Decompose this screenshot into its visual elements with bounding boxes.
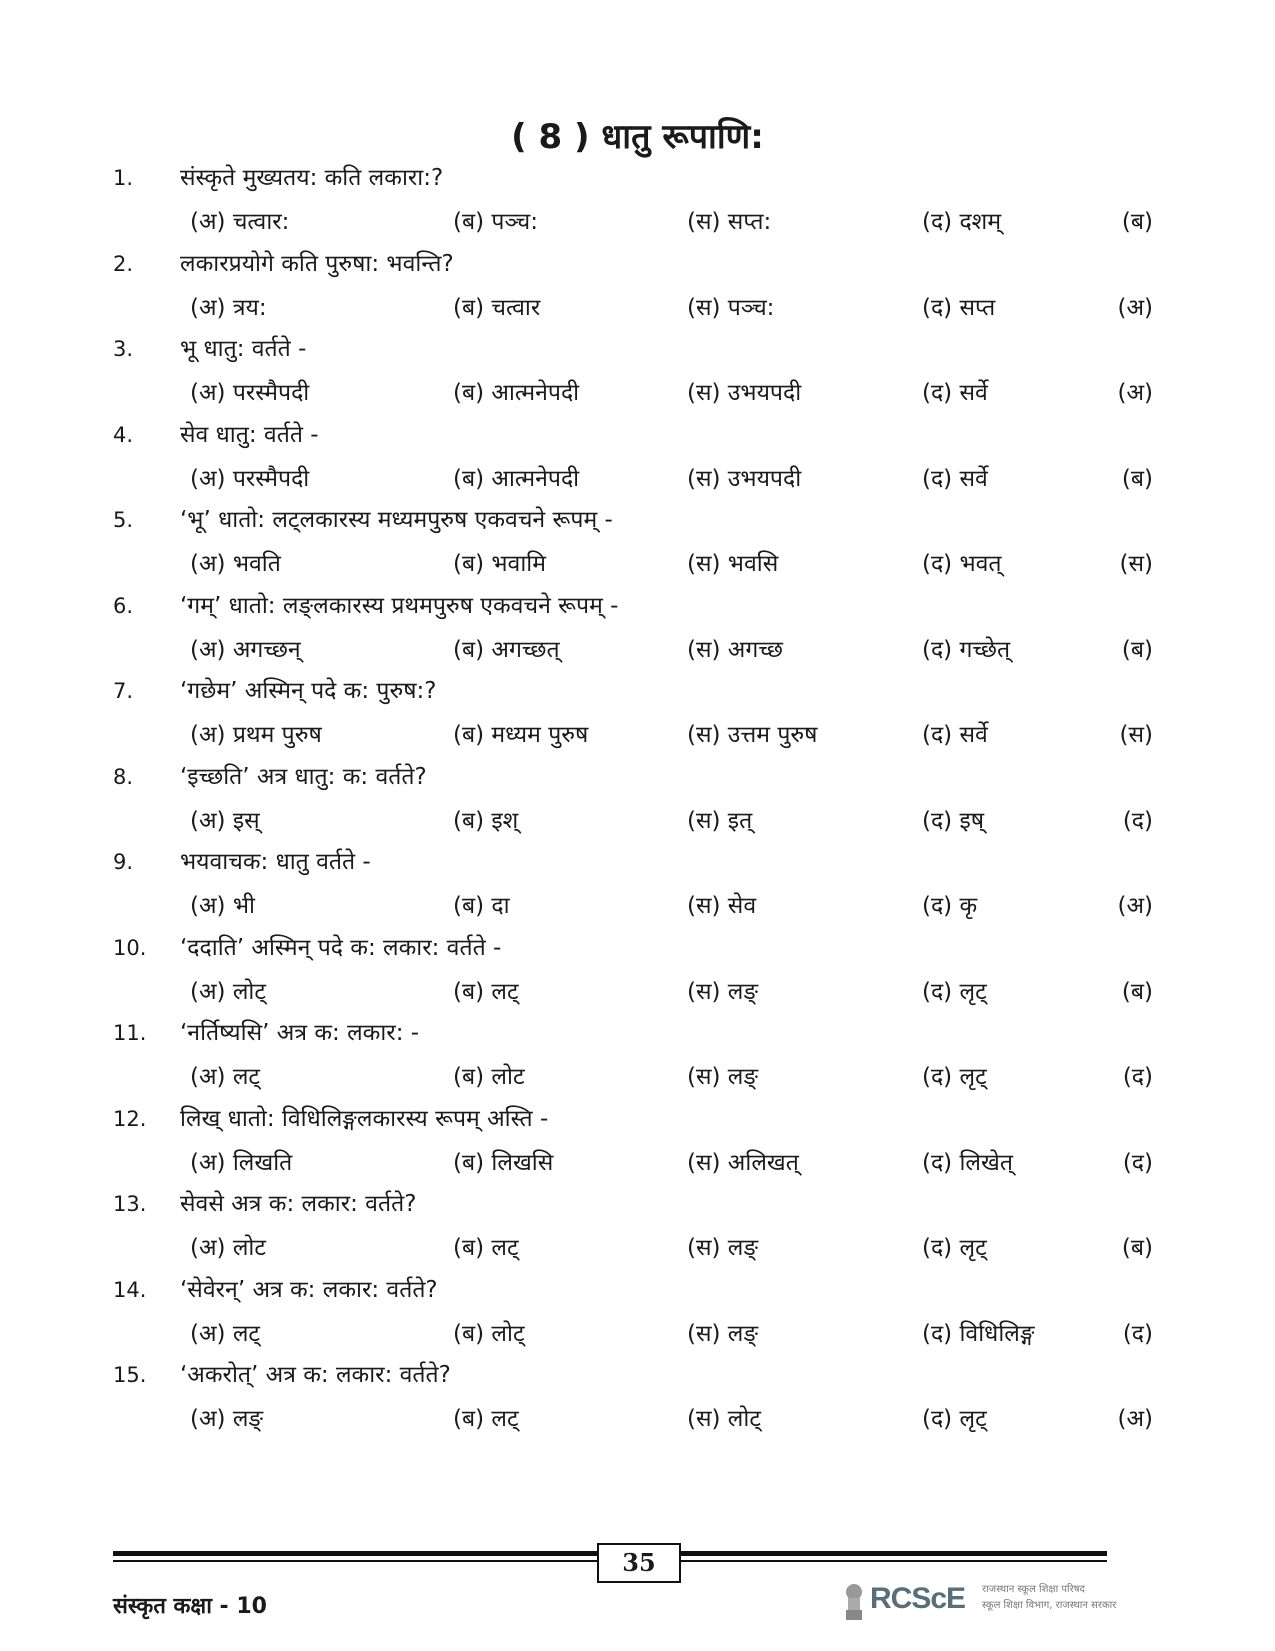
option-2: (ब) लिखसि	[453, 1149, 554, 1176]
question-text: सेव धातु: वर्तते -	[180, 421, 319, 448]
option-4: (द) गच्छेत्	[922, 636, 1011, 663]
answer-key: (ब)	[1121, 465, 1153, 492]
option-1: (अ) लिखति	[190, 1149, 293, 1176]
question-text: लकारप्रयोगे कति पुरुषा: भवन्ति?	[180, 250, 454, 277]
option-2: (ब) मध्यम पुरुष	[453, 722, 589, 748]
question-item	[0, 673, 1275, 763]
question-text: भू धातु: वर्तते -	[180, 336, 307, 362]
question-text: लिख् धातो: विधिलिङ्गलकारस्य रूपम् अस्ति -	[180, 1105, 549, 1132]
answer-key: (स)	[1119, 551, 1153, 577]
question-item	[0, 588, 1275, 678]
option-4: (द) दशम्	[922, 209, 1002, 235]
question-number: 11.	[113, 1021, 147, 1045]
question-number: 12.	[113, 1106, 147, 1131]
logo-line-2: स्कूल शिक्षा विभाग, राजस्थान सरकार	[982, 1600, 1117, 1611]
question-number: 13.	[113, 1192, 147, 1216]
option-4: (द) लृट्	[922, 978, 987, 1005]
question-number: 4.	[113, 422, 134, 447]
option-1: (अ) परस्मैपदी	[190, 380, 310, 406]
option-3: (स) सप्त:	[687, 209, 772, 235]
question-text: ‘सेवेरन्’ अत्र क: लकार: वर्तते?	[180, 1276, 438, 1303]
option-1: (अ) अगच्छन्	[190, 636, 301, 663]
option-1: (अ) लोट्	[190, 978, 266, 1005]
answer-key: (द)	[1122, 1320, 1153, 1347]
option-1: (अ) त्रय:	[190, 294, 267, 321]
option-3: (स) अगच्छ	[687, 636, 783, 663]
logo-line-1: राजस्थान स्कूल शिक्षा परिषद	[982, 1584, 1085, 1595]
option-2: (ब) इश्	[453, 807, 519, 834]
question-number: 8.	[113, 764, 134, 789]
state-emblem-icon	[842, 1580, 866, 1622]
question-number: 14.	[113, 1277, 147, 1302]
option-4: (द) सर्वे	[922, 465, 988, 492]
question-number: 3.	[113, 337, 134, 361]
answer-key: (अ)	[1117, 1406, 1153, 1432]
question-item	[0, 1101, 1275, 1191]
question-item	[0, 1015, 1275, 1105]
question-text: ‘भू’ धातो: लट्लकारस्य मध्यमपुरुष एकवचने रूपम् -	[180, 507, 613, 533]
option-2: (ब) लट्	[453, 1406, 519, 1432]
question-number: 9.	[113, 850, 134, 874]
option-4: (द) सप्त	[922, 294, 996, 321]
book-label: संस्कृत कक्षा - 10	[113, 1594, 267, 1619]
option-4: (द) सर्वे	[922, 722, 988, 748]
option-3: (स) लोट्	[687, 1406, 761, 1432]
option-1: (अ) लट्	[190, 1064, 261, 1090]
option-2: (ब) चत्वार	[453, 294, 541, 321]
option-3: (स) पञ्च:	[687, 294, 775, 321]
question-text: ‘अकरोत्’ अत्र क: लकार: वर्तते?	[180, 1362, 451, 1388]
option-1: (अ) परस्मैपदी	[190, 465, 310, 492]
answer-key: (अ)	[1117, 380, 1153, 406]
answer-key: (स)	[1119, 722, 1153, 748]
question-number: 6.	[113, 593, 134, 618]
option-2: (ब) दा	[453, 893, 510, 919]
question-text: ‘गछेम’ अस्मिन् पदे क: पुरुष:?	[180, 678, 437, 704]
option-4: (द) लृट्	[922, 1406, 987, 1432]
option-3: (स) लङ्	[687, 1320, 759, 1347]
option-3: (स) लङ्	[687, 1064, 759, 1090]
question-text: ‘गम्’ धातो: लङ्लकारस्य प्रथमपुरुष एकवचने रूपम् -	[180, 592, 619, 619]
option-3: (स) भवसि	[687, 551, 779, 577]
page-number: 35	[597, 1543, 681, 1583]
option-4: (द) सर्वे	[922, 380, 988, 406]
question-item	[0, 1357, 1275, 1447]
answer-key: (द)	[1122, 1064, 1153, 1090]
footer-rule-left-thick	[113, 1551, 597, 1556]
question-item	[0, 1272, 1275, 1362]
rcsce-logo	[842, 1578, 1122, 1628]
answer-key: (ब)	[1121, 978, 1153, 1005]
option-3: (स) उभयपदी	[687, 380, 802, 406]
question-number: 5.	[113, 508, 134, 532]
option-1: (अ) लट्	[190, 1320, 261, 1347]
option-1: (अ) चत्वार:	[190, 209, 290, 235]
option-2: (ब) आत्मनेपदी	[453, 465, 580, 492]
option-3: (स) उभयपदी	[687, 465, 802, 492]
question-text: ‘इच्छति’ अत्र धातु: क: वर्तते?	[180, 763, 427, 790]
question-item	[0, 844, 1275, 934]
question-item	[0, 1186, 1275, 1276]
question-item	[0, 759, 1275, 849]
answer-key: (अ)	[1117, 893, 1153, 919]
option-2: (ब) लोट्	[453, 1320, 525, 1347]
option-3: (स) लङ्	[687, 1235, 759, 1261]
option-1: (अ) लोट	[190, 1235, 266, 1261]
footer-rule-right-thick	[679, 1551, 1107, 1556]
option-4: (द) विधिलिङ्ग	[922, 1320, 1035, 1347]
option-2: (ब) लट्	[453, 978, 519, 1005]
option-2: (ब) लोट	[453, 1064, 525, 1090]
option-4: (द) इष्	[922, 807, 985, 834]
option-3: (स) लङ्	[687, 978, 759, 1005]
question-number: 10.	[113, 935, 147, 960]
option-2: (ब) अगच्छत्	[453, 636, 560, 663]
question-text: सेवसे अत्र क: लकार: वर्तते?	[180, 1191, 417, 1217]
question-text: ‘ददाति’ अस्मिन् पदे क: लकार: वर्तते -	[180, 934, 502, 961]
question-item	[0, 160, 1275, 250]
option-2: (ब) लट्	[453, 1235, 519, 1261]
option-1: (अ) भी	[190, 893, 255, 919]
answer-key: (द)	[1122, 807, 1153, 834]
question-number: 15.	[113, 1363, 147, 1387]
footer-rule-left-thin	[113, 1560, 597, 1562]
answer-key: (ब)	[1121, 636, 1153, 663]
question-text: भयवाचक: धातु वर्तते -	[180, 849, 371, 875]
answer-key: (द)	[1122, 1149, 1153, 1176]
option-4: (द) लिखेत्	[922, 1149, 1013, 1176]
option-2: (ब) आत्मनेपदी	[453, 380, 580, 406]
question-item	[0, 417, 1275, 507]
page-title: ( 8 ) धातु रूपाणि:	[511, 117, 764, 157]
question-number: 1.	[113, 166, 134, 190]
answer-key: (अ)	[1117, 294, 1153, 321]
option-1: (अ) लङ्	[190, 1406, 264, 1432]
question-text: संस्कृते मुख्यतय: कति लकारा:?	[180, 165, 444, 191]
option-1: (अ) इस्	[190, 807, 260, 834]
option-4: (द) लृट्	[922, 1064, 987, 1090]
answer-key: (ब)	[1121, 1235, 1153, 1261]
answer-key: (ब)	[1121, 209, 1153, 235]
question-item	[0, 502, 1275, 592]
footer-rule-right-thin	[679, 1560, 1107, 1562]
option-4: (द) भवत्	[922, 551, 1002, 577]
option-3: (स) अलिखत्	[687, 1149, 799, 1176]
option-3: (स) इत्	[687, 807, 753, 834]
question-item	[0, 246, 1275, 336]
question-item	[0, 331, 1275, 421]
option-3: (स) उत्तम पुरुष	[687, 722, 818, 748]
option-2: (ब) भवामि	[453, 551, 547, 577]
option-1: (अ) प्रथम पुरुष	[190, 722, 322, 748]
option-2: (ब) पञ्च:	[453, 209, 539, 235]
option-4: (द) कृ	[922, 893, 978, 919]
question-text: ‘नर्तिष्यसि’ अत्र क: लकार: -	[180, 1020, 420, 1046]
option-4: (द) लृट्	[922, 1235, 987, 1261]
option-1: (अ) भवति	[190, 551, 281, 577]
question-item	[0, 930, 1275, 1020]
question-number: 2.	[113, 251, 134, 276]
option-3: (स) सेव	[687, 893, 757, 919]
logo-text: RCScE	[870, 1582, 966, 1615]
question-number: 7.	[113, 679, 134, 703]
